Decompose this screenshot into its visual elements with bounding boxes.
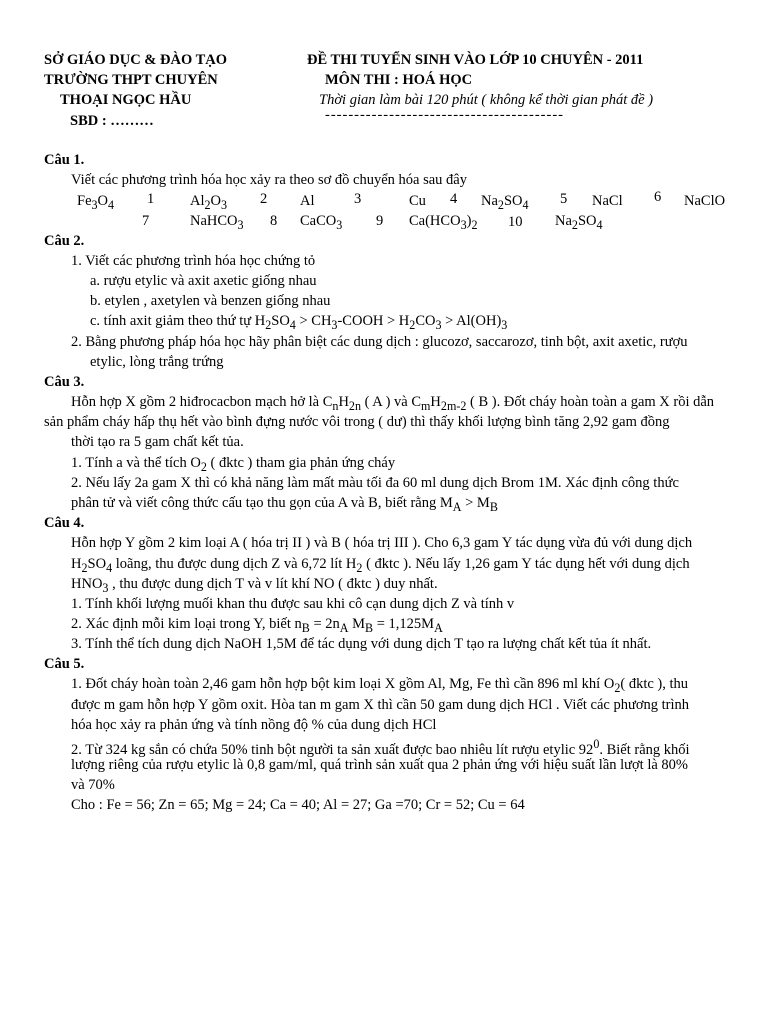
q4-para-line1: Hỗn hợp Y gồm 2 kim loại A ( hóa trị II ) và B ( hóa trị III ). Cho 6,3 gam Y tác dụng vừa đủ với dung dịch xyxy=(71,535,693,551)
step-number: 9 xyxy=(376,213,384,229)
step-number: 10 xyxy=(508,214,523,230)
q3-para-line2: sản phẩm cháy hấp thụ hết vào bình đựng nước vôi trong ( dư) thì thấy khối lượng bình tăng 2,92 gam đồng xyxy=(44,414,670,430)
q5-item2-line1: 2. Từ 324 kg sắn có chứa 50% tinh bột người ta sản xuất được bao nhiêu lít rượu etylic $92^0$. Biết rằng khối xyxy=(71,737,690,758)
q5-item1-line1: 1. Đốt cháy hoàn toàn 2,46 gam hỗn hợp bột kim loại X gồm Al, Mg, Fe thì cần 896 ml khí $O_2$( đktc ), thu xyxy=(71,676,689,695)
species-na2so4: $Na_2SO_4$ xyxy=(555,213,603,232)
q3-para-line1: Hỗn hợp X gồm 2 hiđrocacbon mạch hở là $C_nH_{2n}$ ( A ) và $C_mH_{2m-2}$ ( B ). Đốt cháy hoàn toàn a gam X rồi dẫn xyxy=(71,394,715,413)
q2-title: Câu 2. xyxy=(44,233,85,249)
q2-item2-cont: etylic, lòng trắng trứng xyxy=(90,354,224,370)
exam-time: Thời gian làm bài 120 phút ( không kể thời gian phát đề ) xyxy=(319,92,654,108)
q3-item1: 1. Tính a và thể tích $O_2$ ( đktc ) tham gia phản ứng cháy xyxy=(71,455,396,474)
divider-dashes: ----------------------------------------- xyxy=(325,107,564,123)
species-cu: Cu xyxy=(409,193,426,209)
school-name: TRƯỜNG THPT CHUYÊN xyxy=(44,72,218,88)
species-al: Al xyxy=(300,193,315,209)
species-al2o3: $Al_2O_3$ xyxy=(190,193,228,212)
q5-item1-line2: được m gam hỗn hợp Y gồm oxit. Hòa tan m gam X thì cần 50 gam dung dịch HCl . Viết các phương trình xyxy=(71,697,690,713)
q2-item-c: c. tính axit giảm theo thứ tự $H_2SO_4$ > $CH_3$-COOH > $H_2CO_3 > Al(OH)_3$ xyxy=(90,313,508,332)
atomic-masses: Cho : Fe = 56; Zn = 65; Mg = 24; Ca = 40; Al = 27; Ga =70; Cr = 52; Cu = 64 xyxy=(71,797,525,813)
q2-item-a: a. rượu etylic và axit axetic giống nhau xyxy=(90,273,317,289)
species-naclo: NaClO xyxy=(684,193,726,209)
exam-title: ĐỀ THI TUYỂN SINH VÀO LỚP 10 CHUYÊN - 2011 xyxy=(307,52,644,68)
q5-item2-line3: và 70% xyxy=(71,777,115,793)
q5-item2-line2: lượng riêng của rượu etylic là 0,8 gam/ml, quá trình sản xuất qua 2 phản ứng với hiệu suất lần lượt là 80% xyxy=(71,757,689,773)
species-cahco3-2: $Ca(HCO_3)_2$ xyxy=(409,213,478,232)
candidate-number: SBD : ……… xyxy=(70,113,154,129)
species-na2so4: $Na_2SO_4$ xyxy=(481,193,529,212)
q3-title: Câu 3. xyxy=(44,374,85,390)
q4-title: Câu 4. xyxy=(44,515,85,531)
q3-para-line3: thời tạo ra 5 gam chất kết tủa. xyxy=(71,434,244,450)
q1-title: Câu 1. xyxy=(44,152,85,168)
species-caco3: CaCO$_3$ xyxy=(300,213,343,232)
exam-subject: MÔN THI : HOÁ HỌC xyxy=(325,72,473,88)
q4-item3: 3. Tính thể tích dung dịch NaOH 1,5M để tác dụng với dung dịch T tạo ra lượng chất kết tủa ít nhất. xyxy=(71,636,652,652)
q4-para-line2: $H_2SO_4$ loãng, thu được dung dịch Z và 6,72 lít $H_2$ ( đktc ). Nếu lấy 1,26 gam Y tác dụng hết với dung dịch xyxy=(71,556,690,575)
step-number: 8 xyxy=(270,213,278,229)
q4-item2: 2. Xác định mỗi kim loại trong Y, biết $n_B = 2n_A$ $M_B = 1,125M_A$ xyxy=(71,616,443,635)
q3-item2: 2. Nếu lấy 2a gam X thì có khả năng làm mất màu tối đa 60 ml dung dịch Brom 1M. Xác định công thức xyxy=(71,475,679,491)
school-name-2: THOẠI NGỌC HẦU xyxy=(60,92,192,108)
q2-item2: 2. Bằng phương pháp hóa học hãy phân biệt các dung dịch : glucozơ, saccarozơ, tinh bột, axit axetic, rượu xyxy=(71,334,688,350)
step-number: 7 xyxy=(142,213,150,229)
q5-title: Câu 5. xyxy=(44,656,85,672)
species-fe3o4: $Fe_3O_4$ xyxy=(77,193,115,212)
step-number: 5 xyxy=(560,191,568,207)
species-nahco3: NaHCO$_3$ xyxy=(190,213,244,232)
school-dept: SỞ GIÁO DỤC & ĐÀO TẠO xyxy=(44,52,228,68)
step-number: 1 xyxy=(147,191,155,207)
q4-para-line3: $HNO_3$ , thu được dung dịch T và v lít khí NO ( đktc ) duy nhất. xyxy=(71,576,438,595)
q3-item2-cont: phân tử và viết công thức cấu tạo thu gọn của A và B, biết rằng $M_A > M_B$ xyxy=(71,495,498,514)
q1-intro: Viết các phương trình hóa học xảy ra theo sơ đồ chuyển hóa sau đây xyxy=(71,172,467,188)
species-nacl: NaCl xyxy=(592,193,623,209)
step-number: 6 xyxy=(654,189,662,205)
q2-item-b: b. etylen , axetylen và benzen giống nhau xyxy=(90,293,331,309)
q4-item1: 1. Tính khối lượng muối khan thu được sau khi cô cạn dung dịch Z và tính v xyxy=(71,596,515,612)
step-number: 3 xyxy=(354,191,362,207)
step-number: 2 xyxy=(260,191,268,207)
q2-item1: 1. Viết các phương trình hóa học chứng tỏ xyxy=(71,253,316,269)
step-number: 4 xyxy=(450,191,458,207)
q5-item1-line3: hóa học xảy ra phản ứng và tính nồng độ % của dung dịch HCl xyxy=(71,717,437,733)
